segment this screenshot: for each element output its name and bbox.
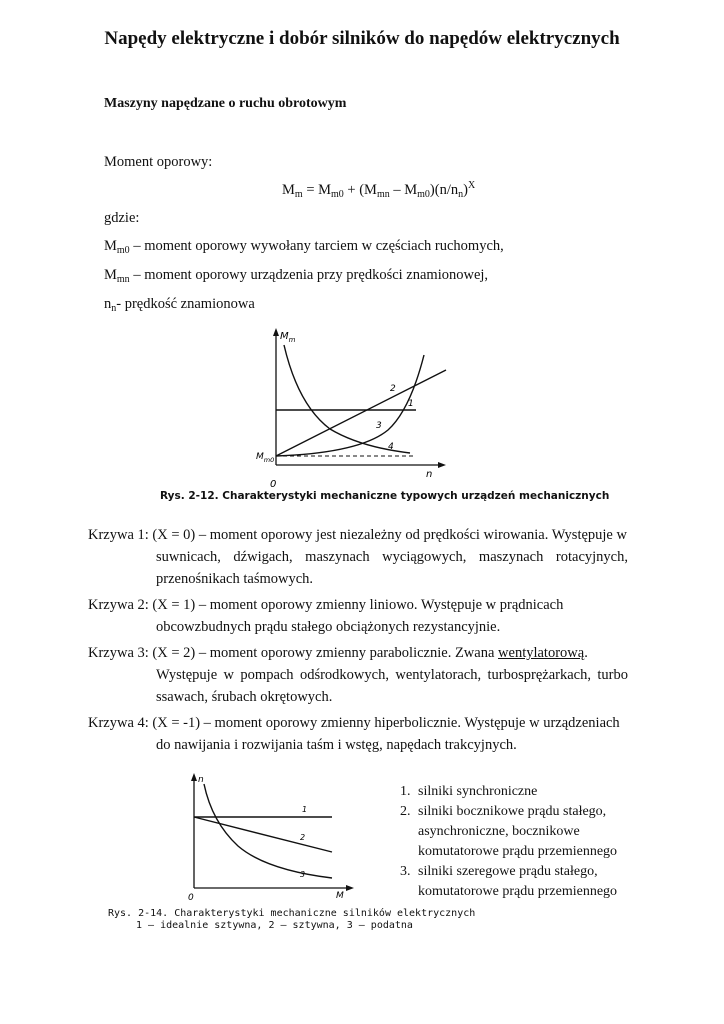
moment-label: Moment oporowy: xyxy=(104,154,213,170)
origin-label: 0 xyxy=(188,893,194,903)
figure2-caption-line2: 1 — idealnie sztywna, 2 — sztywna, 3 — podatna xyxy=(136,920,413,931)
definition-nn: $n_n-$ prędkość znamionowa xyxy=(104,296,255,314)
definition-mm0: $M_{m0}$ – moment oporowy wywołany tarciem w częściach ruchomych, xyxy=(104,238,504,256)
curve-1-label: 1 xyxy=(302,805,308,814)
y-axis-label: $M_m$ xyxy=(280,331,296,344)
definition-mmn: $M_{mn}$ – moment oporowy urządzenia przy prędkości znamionowej, xyxy=(104,267,489,285)
mm0-label: $M_{m0}$ xyxy=(256,452,275,464)
y-axis-arrow xyxy=(273,328,279,336)
y-axis-label: n xyxy=(198,775,204,785)
motor-types-list xyxy=(388,782,654,902)
curve-4 xyxy=(284,345,410,453)
curve-4-label: 4 xyxy=(388,442,394,452)
curve-2-label: 2 xyxy=(300,833,306,842)
page-title: Napędy elektryczne i dobór silników do napędów elektrycznych xyxy=(104,28,620,49)
origin-label: 0 xyxy=(270,479,277,490)
section-heading: Maszyny napędzane o ruchu obrotowym xyxy=(104,96,347,111)
gdzie-label: gdzie: xyxy=(104,210,140,226)
curve-3-label: 3 xyxy=(300,870,306,879)
x-axis-arrow xyxy=(438,462,446,468)
figure-motor-characteristics xyxy=(186,770,356,904)
figure1-caption: Rys. 2-12. Charakterystyki mechaniczne typowych urządzeń mechanicznych xyxy=(160,490,610,502)
krzywa-1-text: Krzywa 1: (X = 0) – moment oporowy jest niezależny od prędkości wirowania. Występuje w suwnicach, dźwigach, maszynach wyciągowych, maszynach rotacyjnych, przenośnikach taśmowych. xyxy=(88,527,628,587)
figure2-caption-line1: Rys. 2-14. Charakterystyki mechaniczne silników elektrycznych xyxy=(108,908,476,919)
curve-3 xyxy=(204,784,332,878)
curve-2 xyxy=(194,817,332,852)
x-axis-label: n xyxy=(426,469,433,480)
krzywa-3-text: Krzywa 3: (X = 2) – moment oporowy zmienny parabolicznie. Zwana wentylatorową. Występuje w pompach odśrodkowych, wentylatorach, turbosprężarkach, turbo ssawach, śrubach okrętowych. xyxy=(88,645,628,705)
y-axis-arrow xyxy=(191,773,197,781)
figure-load-characteristics xyxy=(250,325,450,490)
krzywa-2-text: Krzywa 2: (X = 1) – moment oporowy zmienny liniowo. Występuje w prądnicach obcowzbudnych prądu stałego obciążonych rezystancyjnie. xyxy=(88,597,564,635)
curve-1-label: 1 xyxy=(408,399,414,409)
wentylatorowa-underlined: wentylatorową xyxy=(498,645,585,661)
list-item: 1. silniki synchroniczne xyxy=(414,782,654,802)
formula: $M_m = M_{m0} + (M_{mn} - M_{m0})(n/n_n)^X$ xyxy=(282,180,476,200)
list-item: 2. silniki bocznikowe prądu stałego, asynchroniczne, bocznikowe komutatorowe prądu przemiennego xyxy=(414,802,654,862)
x-axis-label: M xyxy=(336,891,344,901)
list-item: 3. silniki szeregowe prądu stałego, komutatorowe prądu przemiennego xyxy=(414,862,654,902)
curve-3-label: 3 xyxy=(376,421,382,431)
curve-3 xyxy=(276,355,424,456)
krzywa-4-text: Krzywa 4: (X = -1) – moment oporowy zmienny hiperbolicznie. Występuje w urządzeniach do nawijania i rozwijania taśm i wstęg, napędach trakcyjnych. xyxy=(88,715,620,753)
curve-2-label: 2 xyxy=(390,384,396,394)
x-axis-arrow xyxy=(346,885,354,891)
